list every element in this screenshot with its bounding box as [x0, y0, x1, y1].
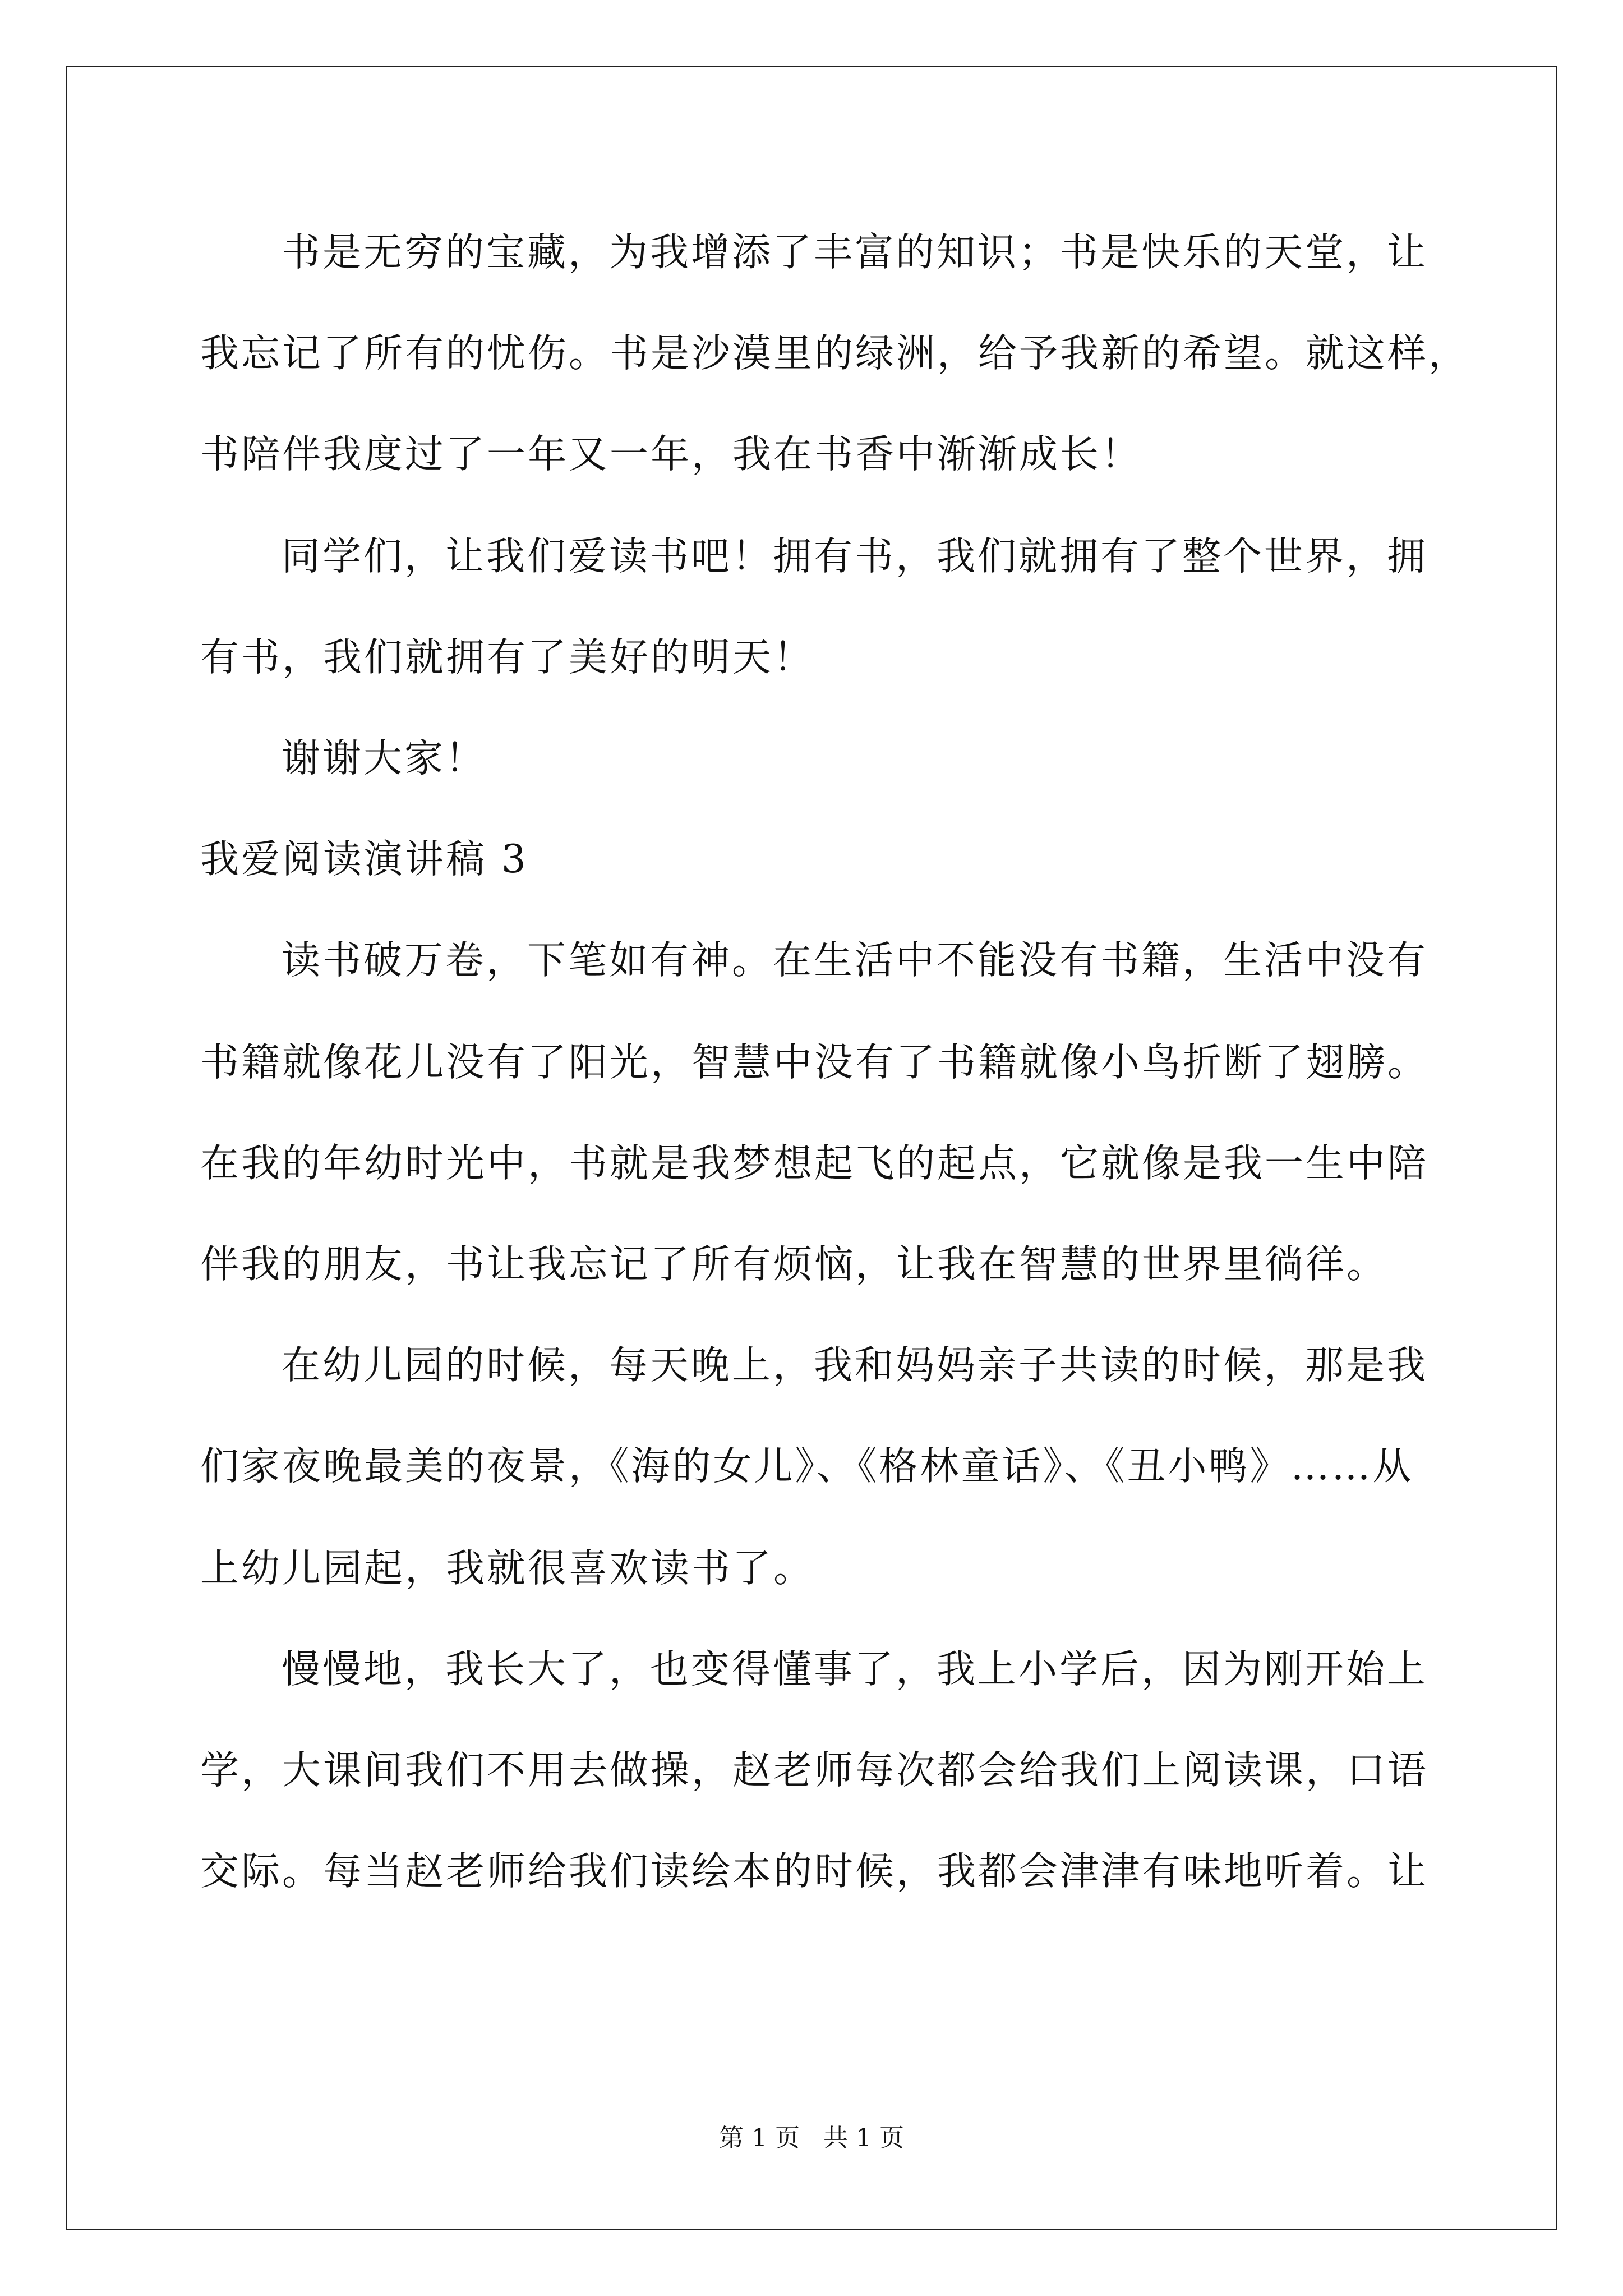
paragraph-line: 上幼儿园起，我就很喜欢读书了。	[200, 1546, 814, 1591]
paragraph-line: 同学们，让我们爱读书吧！拥有书，我们就拥有了整个世界，拥	[282, 534, 1428, 579]
paragraph-line: 伴我的朋友，书让我忘记了所有烦恼，让我在智慧的世界里徜徉。	[200, 1242, 1387, 1287]
paragraph-line: 读书破万卷，下笔如有神。在生活中不能没有书籍，生活中没有	[282, 938, 1428, 983]
paragraph-line: 们家夜晚最美的夜景，《海的女儿》、《格林童话》、《丑小鸭》……从	[200, 1444, 1414, 1489]
page-number-footer: 第 1 页 共 1 页	[719, 2124, 904, 2152]
paragraph-line: 书是无穷的宝藏，为我增添了丰富的知识；书是快乐的天堂，让	[282, 230, 1428, 275]
paragraph-line: 在幼儿园的时候，每天晚上，我和妈妈亲子共读的时候，那是我	[282, 1343, 1428, 1388]
paragraph-line: 书陪伴我度过了一年又一年，我在书香中渐渐成长！	[200, 432, 1142, 477]
paragraph-line: 谢谢大家！	[282, 736, 486, 781]
section-heading: 我爱阅读演讲稿 3	[200, 837, 528, 882]
paragraph-line: 学，大课间我们不用去做操，赵老师每次都会给我们上阅读课，口语	[200, 1748, 1428, 1793]
paragraph-line: 在我的年幼时光中，书就是我梦想起飞的起点，它就像是我一生中陪	[200, 1141, 1428, 1186]
paragraph-line: 交际。每当赵老师给我们读绘本的时候，我都会津津有味地听着。让	[200, 1849, 1428, 1894]
paragraph-line: 我忘记了所有的忧伤。书是沙漠里的绿洲，给予我新的希望。就这样，	[200, 331, 1469, 376]
paragraph-line: 有书，我们就拥有了美好的明天！	[200, 635, 814, 680]
paragraph-line: 书籍就像花儿没有了阳光，智慧中没有了书籍就像小鸟折断了翅膀。	[200, 1040, 1428, 1085]
paragraph-line: 慢慢地，我长大了，也变得懂事了，我上小学后，因为刚开始上	[282, 1647, 1428, 1692]
